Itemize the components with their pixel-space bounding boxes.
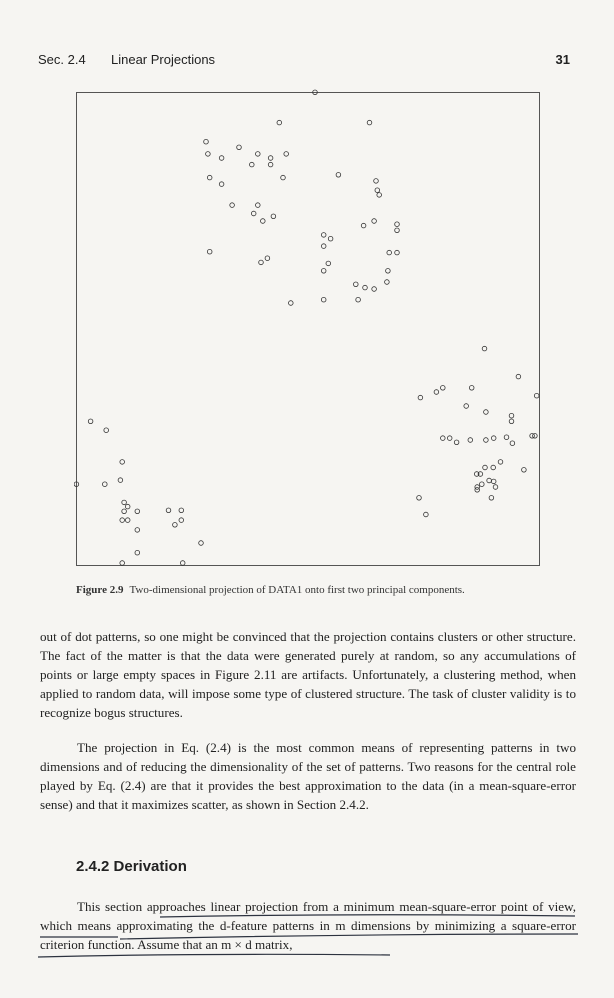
plot-frame: [77, 93, 540, 566]
data-point: [469, 386, 474, 391]
page-number: 31: [555, 52, 570, 67]
data-point: [256, 152, 261, 157]
body-paragraph-1: out of dot patterns, so one might be convinced that the projection contains clusters or other structure. The fact of the matter is that the data were generated purely at random, so any accumulations of points or large empty spaces in Figure 2.11 are artifacts. Unfortunately, a clustering method, when applied to random data, will impose some type of clustered structure. The task of cluster validity is to recognize bogus structures.: [40, 629, 576, 720]
scatter-plot: [74, 88, 542, 568]
data-point: [204, 139, 209, 144]
data-point: [118, 478, 123, 483]
data-point: [268, 156, 273, 161]
data-point: [199, 541, 204, 546]
data-point: [122, 509, 127, 514]
data-point: [265, 256, 270, 261]
data-point: [251, 211, 256, 216]
data-point: [237, 145, 242, 150]
data-point: [104, 428, 109, 433]
data-point: [491, 465, 496, 470]
data-point: [489, 496, 494, 501]
data-points: [74, 90, 539, 565]
data-point: [377, 193, 382, 198]
data-point: [375, 188, 380, 193]
data-point: [120, 561, 125, 566]
data-point: [454, 440, 459, 445]
data-point: [424, 512, 429, 517]
data-point: [475, 488, 480, 493]
figure-label: Figure 2.9: [76, 584, 124, 596]
data-point: [441, 436, 446, 441]
data-point: [516, 374, 521, 379]
data-point: [103, 482, 108, 487]
data-point: [484, 410, 489, 415]
data-point: [534, 393, 539, 398]
data-point: [250, 162, 255, 167]
data-point: [395, 250, 400, 255]
subsection-heading: 2.4.2 Derivation: [76, 858, 187, 875]
data-point: [268, 162, 273, 167]
data-point: [207, 175, 212, 180]
data-point: [207, 249, 212, 254]
data-point: [484, 438, 489, 443]
data-point: [509, 419, 514, 424]
data-point: [387, 250, 392, 255]
data-point: [173, 523, 178, 528]
data-point: [206, 152, 211, 157]
data-point: [447, 436, 452, 441]
data-point: [219, 182, 224, 187]
data-point: [321, 233, 326, 238]
data-point: [372, 219, 377, 224]
data-point: [135, 528, 140, 533]
data-point: [374, 179, 379, 184]
data-point: [326, 261, 331, 266]
data-point: [125, 518, 130, 523]
data-point: [417, 496, 422, 501]
data-point: [363, 285, 368, 290]
data-point: [289, 301, 294, 306]
data-point: [395, 228, 400, 233]
data-point: [468, 438, 473, 443]
data-point: [261, 219, 266, 224]
data-point: [504, 435, 509, 440]
caption-text: Two-dimensional projection of DATA1 onto first two principal components.: [129, 584, 465, 596]
running-header: [38, 52, 570, 68]
data-point: [277, 120, 282, 125]
section-title: Linear Projections: [111, 52, 216, 67]
data-point: [434, 390, 439, 395]
data-point: [482, 346, 487, 351]
body-paragraph-2: The projection in Eq. (2.4) is the most common means of representing patterns in two dimensions and of reducing the dimensionality of the set of patterns. Two reasons for the central role played by Eq. (2.4) are that it provides the best approximation to the data (in a mean-square-error sense) and that it maximizes scatter, as shown in Section 2.4.2.: [40, 740, 576, 812]
data-point: [219, 156, 224, 161]
data-point: [336, 173, 341, 178]
body-paragraph-3: This section approaches linear projection from a minimum mean-square-error point of view, which means approximating the d-feature patterns in m dimensions by minimizing a square-error criterion function. Assume that an m × d matrix,: [40, 899, 576, 952]
data-point: [487, 478, 492, 483]
data-point: [120, 518, 125, 523]
data-point: [230, 203, 235, 208]
data-point: [367, 120, 372, 125]
data-point: [328, 236, 333, 241]
data-point: [135, 509, 140, 514]
data-point: [259, 260, 264, 265]
section-number: Sec. 2.4: [38, 52, 86, 67]
underline-stroke: [38, 954, 390, 957]
data-point: [493, 485, 498, 490]
data-point: [281, 175, 286, 180]
data-point: [125, 504, 130, 509]
data-point: [354, 282, 359, 287]
data-point: [166, 508, 171, 513]
data-point: [356, 297, 361, 302]
data-point: [483, 465, 488, 470]
data-point: [441, 386, 446, 391]
data-point: [122, 500, 127, 505]
data-point: [385, 280, 390, 285]
data-point: [464, 404, 469, 409]
data-point: [480, 482, 485, 487]
figure-caption: [76, 584, 548, 596]
data-point: [120, 460, 125, 465]
data-point: [271, 214, 276, 219]
data-point: [135, 550, 140, 555]
data-point: [395, 222, 400, 227]
data-point: [180, 561, 185, 566]
data-point: [88, 419, 93, 424]
data-point: [491, 436, 496, 441]
data-point: [256, 203, 261, 208]
data-point: [510, 441, 515, 446]
data-point: [284, 152, 289, 157]
data-point: [498, 460, 503, 465]
data-point: [321, 297, 326, 302]
data-point: [533, 434, 538, 439]
data-point: [386, 269, 391, 274]
data-point: [418, 395, 423, 400]
data-point: [179, 518, 184, 523]
data-point: [491, 479, 496, 484]
data-point: [321, 244, 326, 249]
data-point: [509, 413, 514, 418]
data-point: [179, 508, 184, 513]
data-point: [321, 269, 326, 274]
data-point: [361, 223, 366, 228]
data-point: [522, 468, 527, 473]
data-point: [372, 287, 377, 292]
